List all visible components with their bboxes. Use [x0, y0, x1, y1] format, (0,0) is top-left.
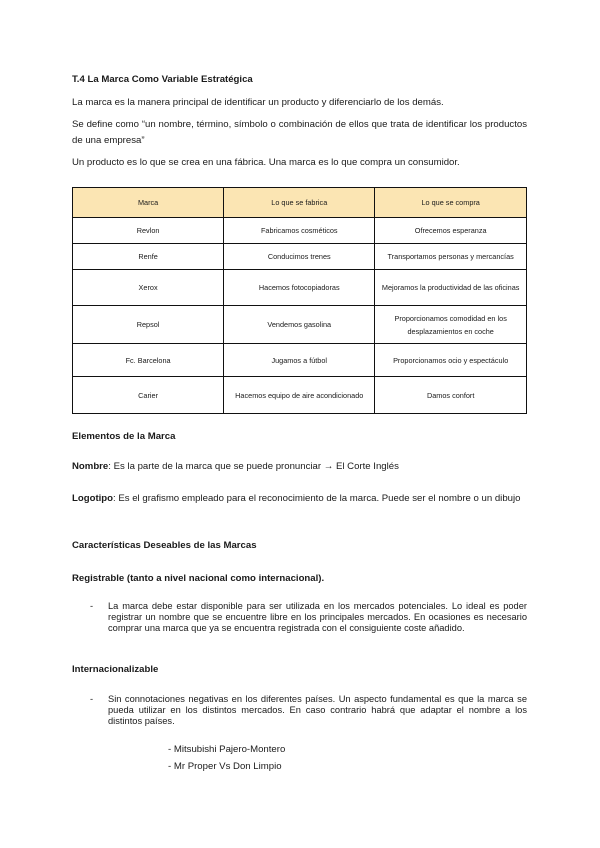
internacionalizable-bullet	[72, 694, 527, 727]
table-header-cell: Lo que se compra	[375, 188, 527, 218]
table-cell: Transportamos personas y mercancías	[375, 244, 527, 270]
table-cell: Damos confort	[375, 377, 527, 414]
table-row	[73, 344, 527, 377]
internacionalizable-heading: Internacionalizable	[72, 664, 159, 675]
intro-paragraph-3: Un producto es lo que se crea en una fábrica. Una marca es lo que compra un consumidor.	[72, 157, 460, 168]
bullet-dash: -	[90, 694, 94, 704]
table-cell: Ofrecemos esperanza	[375, 218, 527, 244]
logotipo-paragraph	[72, 491, 527, 507]
bullet-text: Sin connotaciones negativas en los diferentes países. Un aspecto fundamental es que la marca se pueda utilizar en los distintos mercados. En caso contrario habrá que adaptar el nombre a los distintos países.	[108, 694, 527, 726]
table-row	[73, 306, 527, 344]
table-cell: Fabricamos cosméticos	[224, 218, 375, 244]
table-row	[73, 270, 527, 306]
table-cell: Proporcionamos ocio y espectáculo	[375, 344, 527, 377]
table-cell: Repsol	[73, 306, 224, 344]
logotipo-text: : Es el grafismo empleado para el reconocimiento de la marca. Puede ser el nombre o un dibujo	[113, 493, 521, 504]
example-item: - Mr Proper Vs Don Limpio	[168, 761, 282, 772]
registrable-bullet	[72, 601, 527, 645]
logotipo-label: Logotipo	[72, 493, 114, 504]
characteristics-heading: Características Deseables de las Marcas	[72, 540, 257, 551]
table-cell: Fc. Barcelona	[73, 344, 224, 377]
nombre-label: Nombre	[72, 461, 109, 472]
table-header-cell: Marca	[73, 188, 224, 218]
table-row	[73, 218, 527, 244]
table-cell: Renfe	[73, 244, 224, 270]
table-cell: Mejoramos la productividad de las oficinas	[375, 270, 527, 306]
table-cell: Hacemos fotocopiadoras	[224, 270, 375, 306]
intro-paragraph-1: La marca es la manera principal de identificar un producto y diferenciarlo de los demás.	[72, 97, 444, 108]
table-cell: Xerox	[73, 270, 224, 306]
table-cell: Vendemos gasolina	[224, 306, 375, 344]
table-cell: Proporcionamos comodidad en los desplazamientos en coche	[375, 306, 527, 344]
table-cell: Revlon	[73, 218, 224, 244]
page-title: T.4 La Marca Como Variable Estratégica	[72, 74, 253, 85]
table-cell: Carier	[73, 377, 224, 414]
brand-table	[72, 187, 527, 414]
table-cell: Jugamos a fútbol	[224, 344, 375, 377]
table-row	[73, 244, 527, 270]
table-header-row	[73, 188, 527, 218]
bullet-text: La marca debe estar disponible para ser utilizada en los mercados potenciales. Lo ideal es poder registrar un nombre que se encuentre libre en los principales mercados. En ocasiones es necesario comprar una marca que ya se encuentra registrada con el consiguiente coste añadido.	[108, 601, 527, 633]
table-header-cell: Lo que se fabrica	[224, 188, 375, 218]
bullet-dash: -	[90, 601, 94, 611]
intro-paragraph-2: Se define como “un nombre, término, símbolo o combinación de ellos que trata de identificar los productos de una empresa”	[72, 119, 527, 146]
table-row	[73, 377, 527, 414]
registrable-heading: Registrable (tanto a nivel nacional como internacional).	[72, 573, 325, 584]
nombre-text: : Es la parte de la marca que se puede pronunciar → El Corte Inglés	[108, 461, 399, 472]
elements-heading: Elementos de la Marca	[72, 431, 176, 442]
nombre-paragraph	[72, 459, 527, 475]
table-cell: Hacemos equipo de aire acondicionado	[224, 377, 375, 414]
table-cell: Conducimos trenes	[224, 244, 375, 270]
example-item: - Mitsubishi Pajero-Montero	[168, 744, 286, 755]
